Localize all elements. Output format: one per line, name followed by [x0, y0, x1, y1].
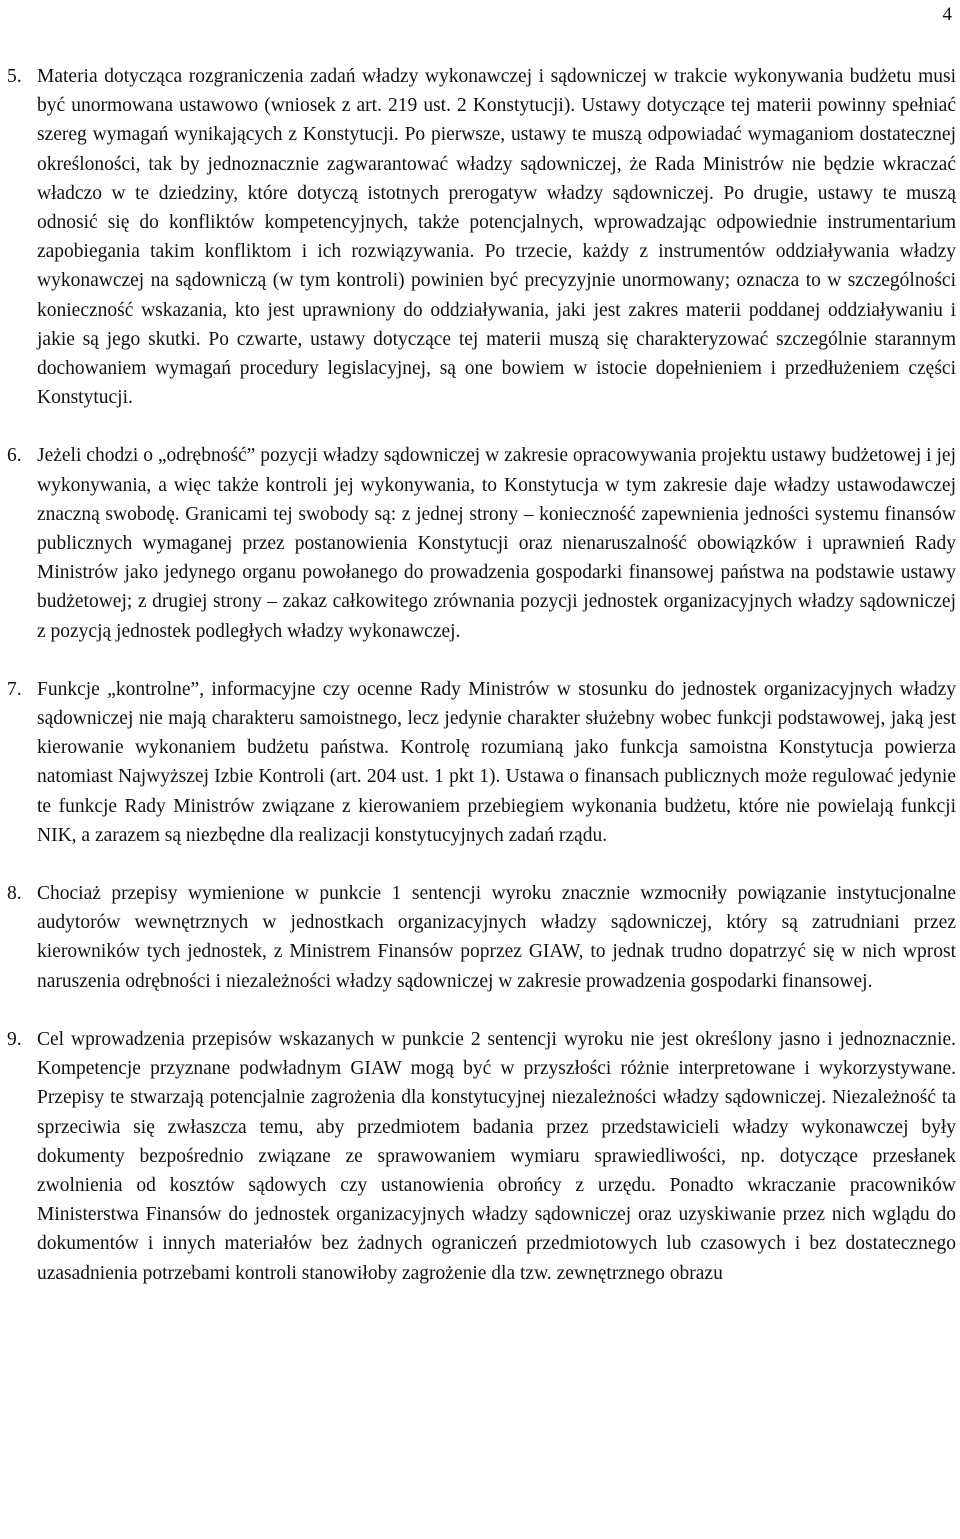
- item-text: Funkcje „kontrolne”, informacyjne czy ocenne Rady Ministrów w stosunku do jednostek organizacyjnych władzy sądowniczej nie mają charakteru samoistnego, lecz jedynie charakter służebny wobec funkcji podstawowej, jaką jest kierowanie wykonaniem budżetu państwa. Kontrolę rozumianą jako funkcja samoistna Konstytucja powierza natomiast Najwyższej Izbie Kontroli (art. 204 ust. 1 pkt 1). Ustawa o finansach publicznych może regulować jedynie te funkcje Rady Ministrów związane z kierowaniem przebiegiem wykonania budżetu, które nie powielają funkcji NIK, a zarazem są niezbędne dla realizacji konstytucyjnych zadań rządu.: [37, 678, 956, 846]
- list-item-6: [0, 441, 960, 645]
- item-text: Materia dotycząca rozgraniczenia zadań władzy wykonawczej i sądowniczej w trakcie wykonywania budżetu musi być unormowana ustawowo (wniosek z art. 219 ust. 2 Konstytucji). Ustawy dotyczące tej materii powinny spełniać szereg wymagań wynikających z Konstytucji. Po pierwsze, ustawy te muszą odpowiadać wymaganiom dostatecznej określoności, tak by jednoznacznie zagwarantować władzy sądowniczej, że Rada Ministrów nie będzie wkraczać władczo w te dziedziny, które dotyczą istotnych prerogatyw władzy sądowniczej. Po drugie, ustawy te muszą odnosić się do konfliktów kompetencyjnych, także potencjalnych, wprowadzając odpowiednie instrumentarium zapobiegania takim konfliktom i ich rozwiązywania. Po trzecie, każdy z instrumentów oddziaływania władzy wykonawczej na sądowniczą (w tym kontroli) powinien być precyzyjnie unormowany; oznacza to w szczególności konieczność wskazania, kto jest uprawniony do oddziaływania, jaki jest zakres materii poddanej oddziaływaniu i jakie są jego skutki. Po czwarte, ustawy dotyczące tej materii muszą się charakteryzować szczególnie starannym dochowaniem wymagań procedury legislacyjnej, są one bowiem w istocie dopełnieniem i przedłużeniem części Konstytucji.: [37, 66, 956, 409]
- page-number: 4: [942, 4, 952, 25]
- item-number: 6.: [7, 445, 22, 467]
- list-item-8: [0, 879, 960, 996]
- item-text: Jeżeli chodzi o „odrębność” pozycji władzy sądowniczej w zakresie opracowywania projektu ustawy budżetowej i jej wykonywania, a więc także kontroli jej wykonywania, to Konstytucja w tym zakresie daje władzy ustawodawczej znaczną swobodę. Granicami tej swobody są: z jednej strony – konieczność zapewnienia jedności systemu finansów publicznych wymaganej przez postanowienia Konstytucji oraz nienaruszalność obowiązków i uprawnień Rady Ministrów jako jedynego organu powołanego do prowadzenia gospodarki finansowej państwa na podstawie ustawy budżetowej; z drugiej strony – zakaz całkowitego zrównania pozycji jednostek organizacyjnych władzy sądowniczej z pozycją jednostek podległych władzy wykonawczej.: [37, 445, 956, 642]
- item-number: 9.: [7, 1028, 22, 1050]
- list-item-9: [0, 1025, 960, 1288]
- list-item-7: [0, 675, 960, 850]
- numbered-paragraph-list: [0, 62, 960, 1317]
- item-text: Chociaż przepisy wymienione w punkcie 1 sentencji wyroku znacznie wzmocniły powiązanie instytucjonalne audytorów wewnętrznych w jednostkach organizacyjnych władzy sądowniczej, który są zatrudniani przez kierowników tych jednostek, z Ministrem Finansów poprzez GIAW, to jednak trudno dopatrzyć się w nich wprost naruszenia odrębności i niezależności władzy sądowniczej w zakresie prowadzenia gospodarki finansowej.: [37, 883, 956, 992]
- item-number: 8.: [7, 883, 22, 905]
- item-text: Cel wprowadzenia przepisów wskazanych w punkcie 2 sentencji wyroku nie jest określony jasno i jednoznacznie. Kompetencje przyznane podwładnym GIAW mogą być w przyszłości różnie interpretowane i wykorzystywane. Przepisy te stwarzają potencjalnie zagrożenia dla konstytucyjnej niezależności władzy sądowniczej. Niezależność ta sprzeciwia się zwłaszcza temu, aby przedmiotem badania przez przedstawicieli władzy wykonawczej były dokumenty bezpośrednio związane ze sprawowaniem wymiaru sprawiedliwości, np. dotyczące przesłanek zwolnienia od kosztów sądowych czy ustanowienia obrońcy z urzędu. Ponadto wkraczanie pracowników Ministerstwa Finansów do jednostek organizacyjnych władzy sądowniczej oraz uzyskiwanie przez nich wglądu do dokumentów i innych materiałów bez żadnych ograniczeń przedmiotowych lub czasowych i bez dostatecznego uzasadnienia potrzebami kontroli stanowiłoby zagrożenie dla tzw. zewnętrznego obrazu: [37, 1028, 956, 1284]
- list-item-5: [0, 62, 960, 412]
- item-number: 7.: [7, 678, 22, 700]
- item-number: 5.: [7, 66, 22, 87]
